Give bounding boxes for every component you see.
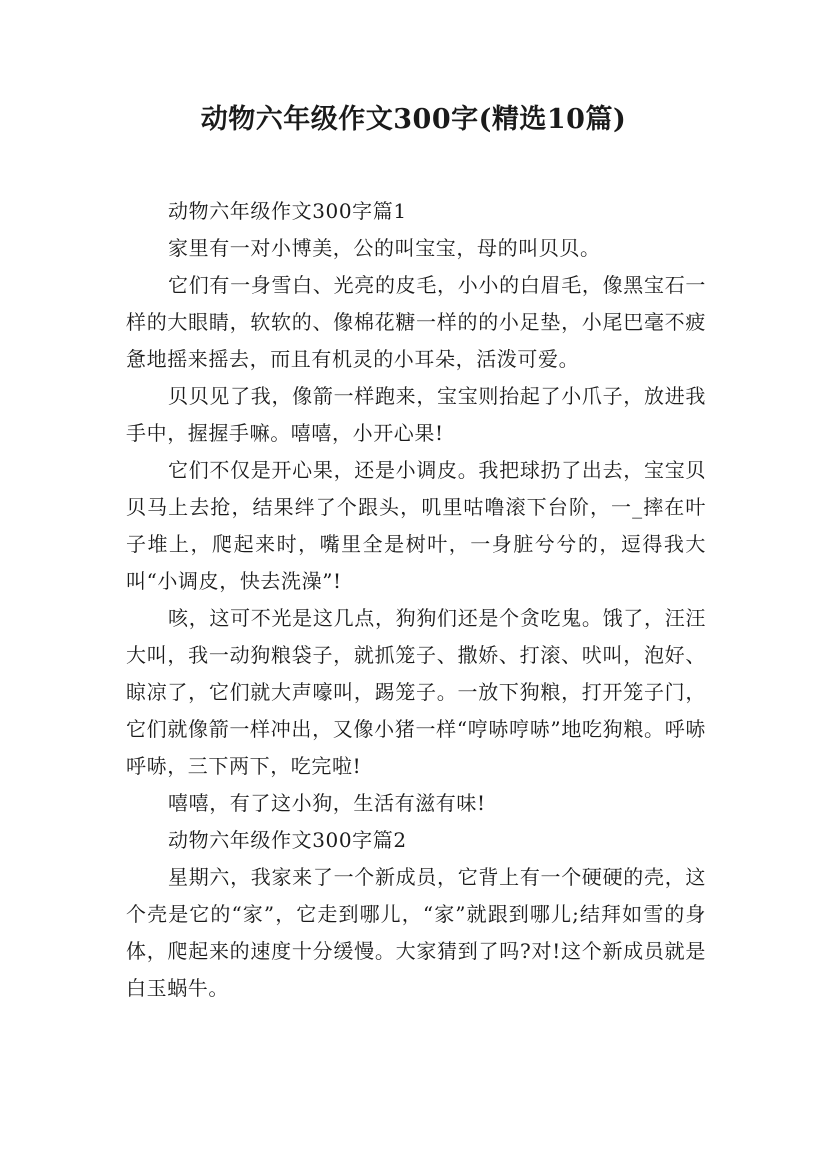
- document-title: 动物六年级作文300字(精选10篇): [200, 104, 627, 135]
- paragraph: 咳，这可不光是这几点，狗狗们还是个贪吃鬼。饿了，汪汪大叫，我一动狗粮袋子，就抓笼子、撒娇、打滚、吠叫，泡好、晾凉了，它们就大声嚎叫，踢笼子。一放下狗粮，打开笼子门，它们就像箭一样冲出，又像小猪一样“哼哧哼哧”地吃狗粮。呼哧呼哧，三下两下，吃完啦!: [126, 606, 706, 778]
- paragraph: 它们不仅是开心果，还是小调皮。我把球扔了出去，宝宝贝贝马上去抢，结果绊了个跟头，叽里咕噜滚下台阶，一_摔在叶子堆上，爬起来时，嘴里全是树叶，一身脏兮兮的，逗得我大叫“小调皮，快去洗澡”!: [126, 458, 706, 593]
- section-heading-1: 动物六年级作文300字篇1: [168, 199, 407, 223]
- paragraph: 星期六，我家来了一个新成员，它背上有一个硬硬的壳，这个壳是它的“家”，它走到哪儿，“家”就跟到哪儿;结拜如雪的身体，爬起来的速度十分缓慢。大家猜到了吗?对!这个新成员就是白玉蜗牛。: [126, 865, 706, 1000]
- paragraph: 它们有一身雪白、光亮的皮毛，小小的白眉毛，像黑宝石一样的大眼睛，软软的、像棉花糖一样的的小足垫，小尾巴毫不疲惫地摇来摇去，而且有机灵的小耳朵，活泼可爱。: [126, 273, 706, 371]
- paragraph: 贝贝见了我，像箭一样跑来，宝宝则抬起了小爪子，放进我手中，握握手嘛。嘻嘻，小开心果!: [126, 384, 706, 445]
- paragraph: 嘻嘻，有了这小狗，生活有滋有味!: [168, 791, 486, 815]
- section-heading-2: 动物六年级作文300字篇2: [168, 828, 407, 852]
- document-body: [126, 193, 706, 1007]
- paragraph: 家里有一对小博美，公的叫宝宝，母的叫贝贝。: [168, 236, 601, 260]
